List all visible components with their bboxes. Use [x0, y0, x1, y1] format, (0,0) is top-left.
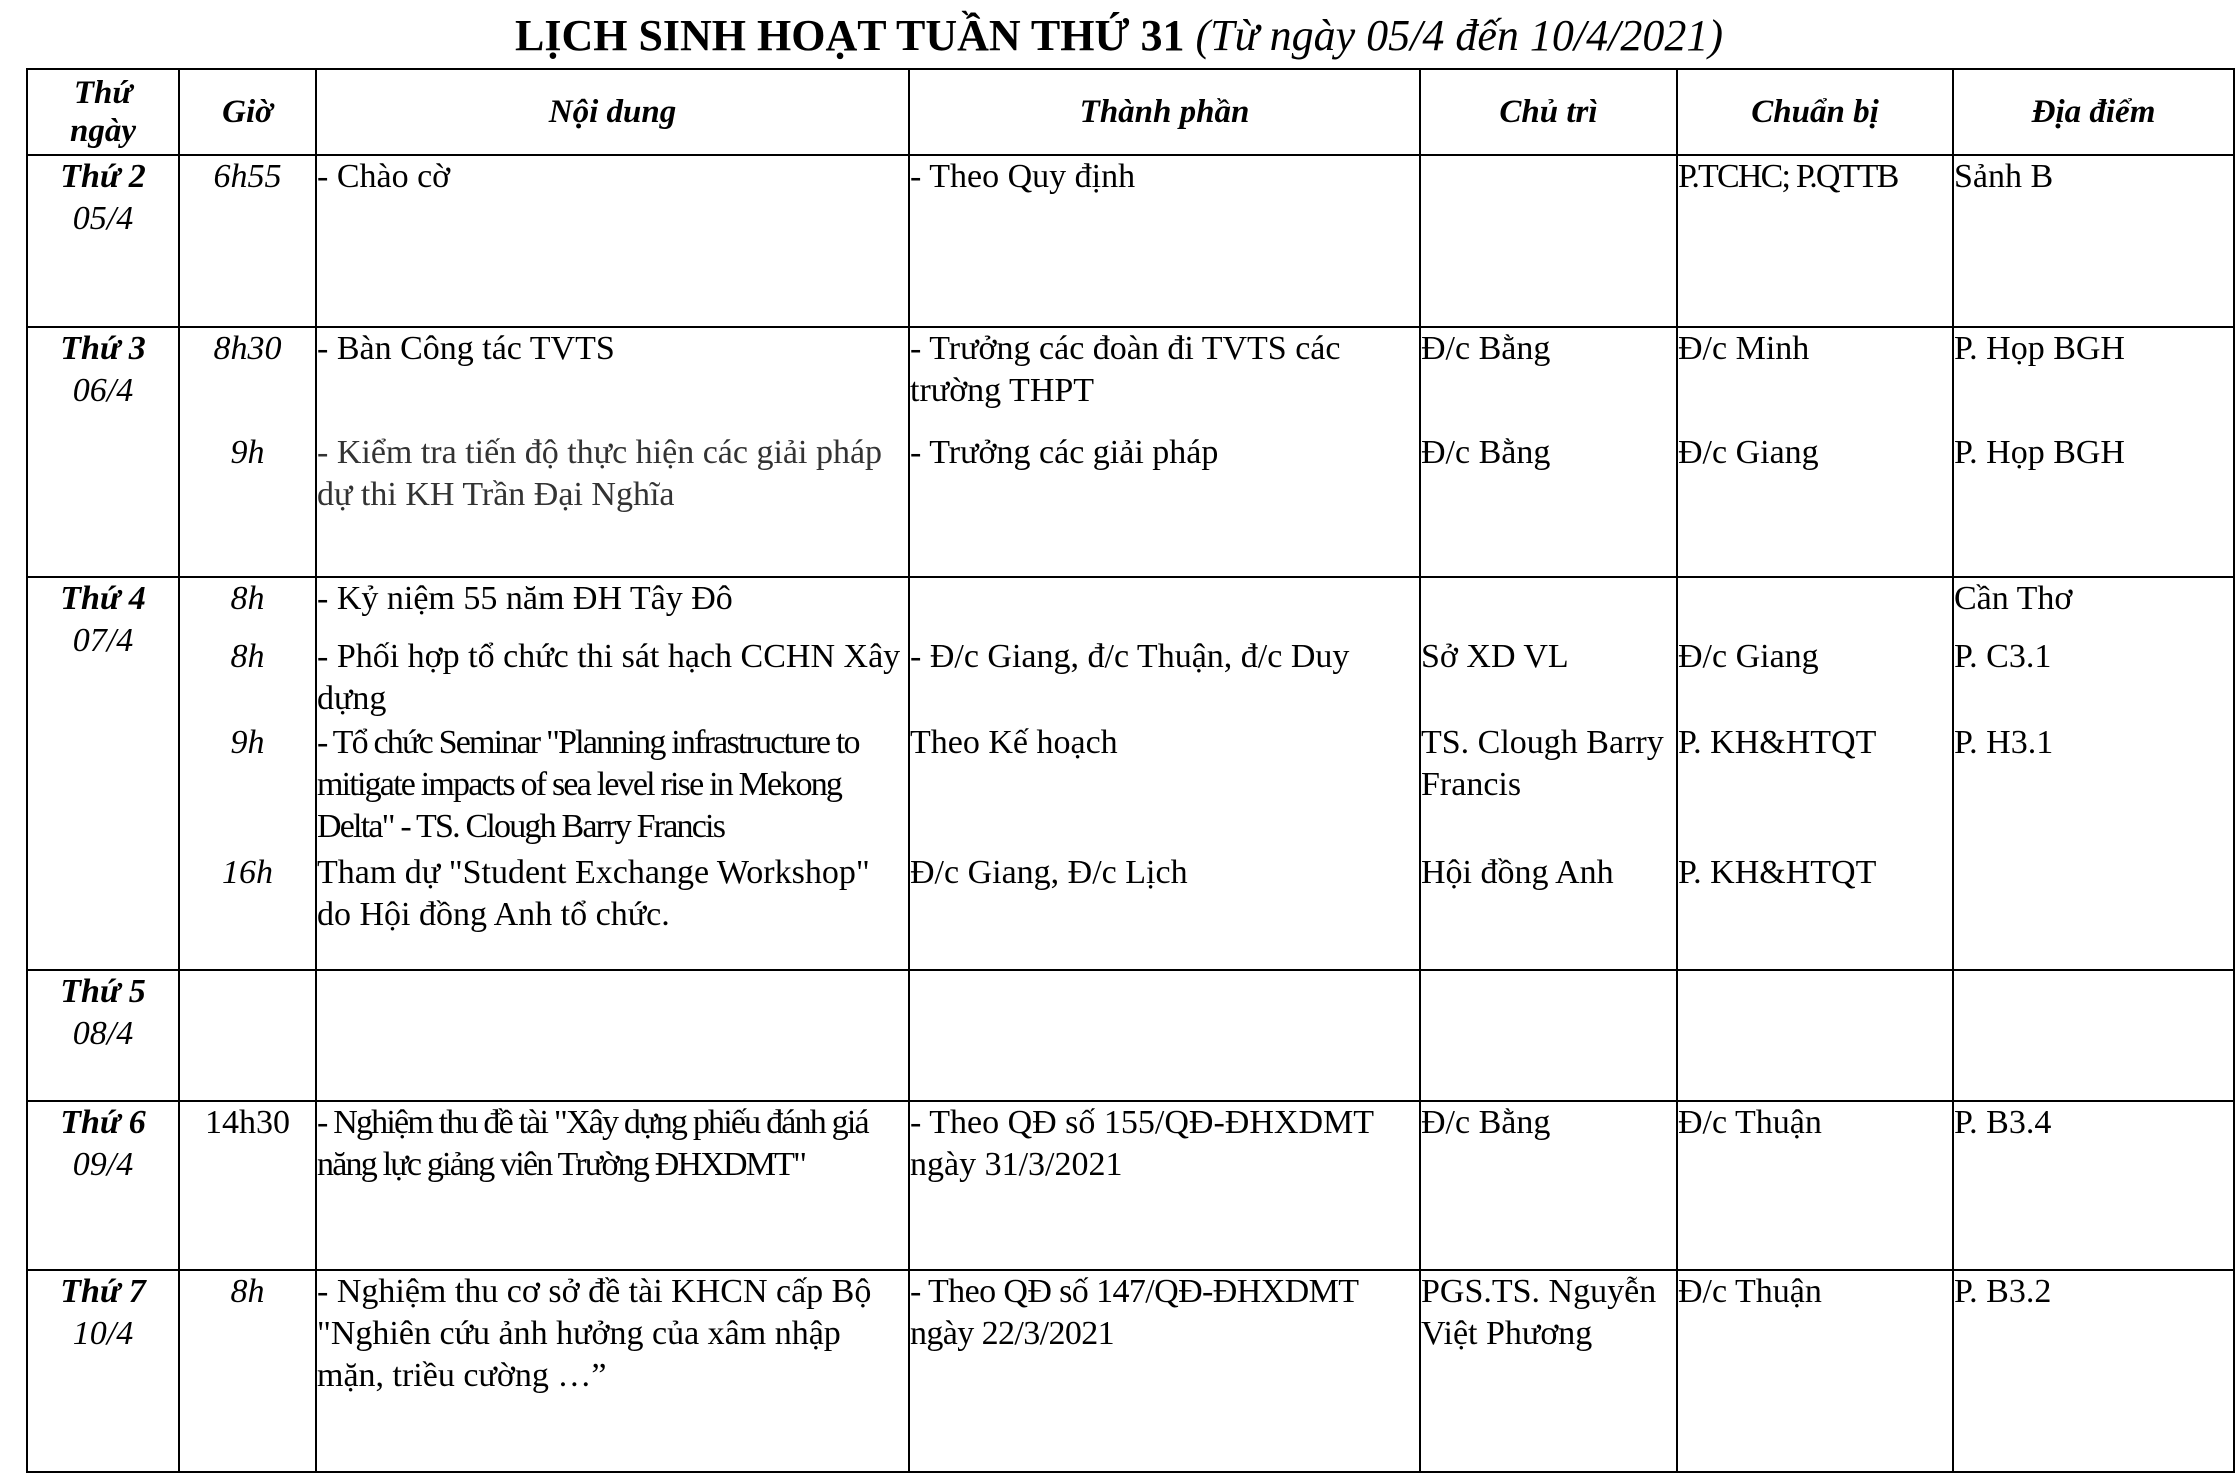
schedule-title: [0, 8, 2238, 64]
time-cell: [179, 577, 316, 970]
header-content: Nội dung: [316, 69, 909, 155]
header-participants: Thành phần: [909, 69, 1420, 155]
entry-location: P. H3.1: [1954, 724, 2054, 761]
entry-host: PGS.TS. Nguyễn Việt Phương: [1421, 1273, 1657, 1352]
entry-participants: - Trưởng các giải pháp: [910, 434, 1219, 471]
participants-cell: [909, 327, 1420, 577]
time-cell: [179, 1101, 316, 1270]
time-cell: [179, 327, 316, 577]
day-row-wed: [27, 577, 2234, 970]
host-cell: [1420, 155, 1677, 327]
location-cell: [1953, 155, 2234, 327]
entry-host: Sở XD VL: [1421, 638, 1569, 675]
entry-location: P. Họp BGH: [1954, 330, 2125, 367]
entry-location: P. B3.4: [1954, 1104, 2052, 1141]
content-cell: [316, 577, 909, 970]
prep-cell: [1677, 577, 1953, 970]
day-row-fri: [27, 1101, 2234, 1270]
entry-location: Sảnh B: [1954, 158, 2054, 195]
day-cell: Thứ 3 06/4: [27, 327, 179, 577]
host-cell: [1420, 970, 1677, 1101]
day-cell: Thứ 2 05/4: [27, 155, 179, 327]
participants-cell: [909, 1101, 1420, 1270]
day-cell: Thứ 7 10/4: [27, 1270, 179, 1472]
entry-participants: - Đ/c Giang, đ/c Thuận, đ/c Duy: [910, 638, 1350, 675]
entry-content: - Phối hợp tổ chức thi sát hạch CCHN Xây dựng: [317, 638, 901, 717]
entry-location: P. Họp BGH: [1954, 434, 2125, 471]
day-row-sat: [27, 1270, 2234, 1472]
time-cell: [179, 1270, 316, 1472]
entry-prep: Đ/c Giang: [1678, 434, 1819, 471]
entry-time: 16h: [222, 854, 273, 891]
entry-content: Tham dự "Student Exchange Workshop" do Hội đồng Anh tổ chức.: [317, 854, 870, 933]
entry-host: [1421, 578, 1676, 620]
day-row-mon: [27, 155, 2234, 327]
entry-participants: - Theo Quy định: [910, 158, 1136, 195]
entry-host: Đ/c Bằng: [1421, 1104, 1551, 1141]
entry-prep: Đ/c Thuận: [1678, 1273, 1822, 1310]
entry-time: 8h: [230, 580, 265, 617]
prep-cell: [1677, 970, 1953, 1101]
entry-participants: - Theo QĐ số 147/QĐ-ĐHXDMT ngày 22/3/2021: [910, 1273, 1358, 1352]
location-cell: [1953, 1270, 2234, 1472]
prep-cell: [1677, 1101, 1953, 1270]
header-day: Thứ ngày: [27, 69, 179, 155]
title-main: LỊCH SINH HOẠT TUẦN THỨ 31: [514, 11, 1185, 60]
content-cell: [316, 970, 909, 1101]
entry-prep: Đ/c Thuận: [1678, 1104, 1822, 1141]
entry-host: Đ/c Bằng: [1421, 434, 1551, 471]
entry-content: - Nghiệm thu cơ sở đề tài KHCN cấp Bộ "Nghiên cứu ảnh hưởng của xâm nhập mặn, triều cường …”: [317, 1273, 872, 1394]
location-cell: [1953, 1101, 2234, 1270]
content-cell: [316, 155, 909, 327]
content-cell: [316, 1101, 909, 1270]
entry-content: - Kiểm tra tiến độ thực hiện các giải pháp dự thi KH Trần Đại Nghĩa: [317, 434, 883, 513]
entry-prep: Đ/c Giang: [1678, 638, 1819, 675]
entry-content: - Chào cờ: [317, 158, 451, 195]
entry-prep: [1678, 578, 1952, 620]
entry-time: 9h: [230, 434, 265, 471]
location-cell: [1953, 327, 2234, 577]
content-cell: [316, 327, 909, 577]
entry-time: 14h30: [205, 1104, 290, 1141]
host-cell: [1420, 1270, 1677, 1472]
entry-time: 6h55: [213, 158, 282, 195]
day-cell: Thứ 4 07/4: [27, 577, 179, 970]
entry-prep: P.TCHC; P.QTTB: [1678, 158, 1898, 195]
content-cell: [316, 1270, 909, 1472]
entry-time: 8h: [230, 1273, 265, 1310]
participants-cell: [909, 577, 1420, 970]
day-row-tue: [27, 327, 2234, 577]
day-cell: Thứ 5 08/4: [27, 970, 179, 1101]
prep-cell: [1677, 1270, 1953, 1472]
host-cell: [1420, 327, 1677, 577]
day-row-thu: [27, 970, 2234, 1101]
location-cell: [1953, 970, 2234, 1101]
prep-cell: [1677, 327, 1953, 577]
schedule-table: [26, 68, 2235, 1473]
entry-location: [1954, 852, 2233, 894]
participants-cell: [909, 970, 1420, 1101]
entry-prep: P. KH&HTQT: [1678, 854, 1877, 891]
entry-time: 8h: [230, 638, 265, 675]
entry-participants: Đ/c Giang, Đ/c Lịch: [910, 854, 1188, 891]
title-date-range: (Từ ngày 05/4 đến 10/4/2021): [1195, 11, 1724, 60]
participants-cell: [909, 155, 1420, 327]
header-prep: Chuẩn bị: [1677, 69, 1953, 155]
entry-location: Cần Thơ: [1954, 580, 2073, 617]
participants-cell: [909, 1270, 1420, 1472]
prep-cell: [1677, 155, 1953, 327]
header-row: [27, 69, 2234, 155]
entry-prep: P. KH&HTQT: [1678, 724, 1877, 761]
entry-participants: - Trưởng các đoàn đi TVTS các trường THPT: [910, 330, 1341, 409]
header-time: Giờ: [179, 69, 316, 155]
host-cell: [1420, 1101, 1677, 1270]
header-host: Chủ trì: [1420, 69, 1677, 155]
entry-content: - Bàn Công tác TVTS: [317, 330, 615, 367]
header-location: Địa điểm: [1953, 69, 2234, 155]
entry-host: TS. Clough Barry Francis: [1421, 724, 1664, 803]
entry-participants: [910, 578, 1419, 620]
entry-participants: Theo Kế hoạch: [910, 724, 1118, 761]
host-cell: [1420, 577, 1677, 970]
entry-prep: Đ/c Minh: [1678, 330, 1810, 367]
entry-content: - Kỷ niệm 55 năm ĐH Tây Đô: [317, 580, 733, 617]
entry-host: Hội đồng Anh: [1421, 854, 1614, 891]
entry-time: 8h30: [213, 330, 282, 367]
entry-content: - Nghiệm thu đề tài "Xây dựng phiếu đánh giá năng lực giảng viên Trường ĐHXDMT": [317, 1104, 868, 1183]
entry-participants: - Theo QĐ số 155/QĐ-ĐHXDMT ngày 31/3/2021: [910, 1104, 1374, 1183]
time-cell: [179, 970, 316, 1101]
day-cell: Thứ 6 09/4: [27, 1101, 179, 1270]
entry-content: - Tổ chức Seminar "Planning infrastructure to mitigate impacts of sea level rise in Mekong Delta" - TS. Clough Barry Francis: [317, 724, 859, 845]
entry-host: [1421, 156, 1676, 198]
entry-location: P. B3.2: [1954, 1273, 2052, 1310]
entry-location: P. C3.1: [1954, 638, 2052, 675]
time-cell: [179, 155, 316, 327]
location-cell: [1953, 577, 2234, 970]
entry-host: Đ/c Bằng: [1421, 330, 1551, 367]
entry-time: 9h: [230, 724, 265, 761]
